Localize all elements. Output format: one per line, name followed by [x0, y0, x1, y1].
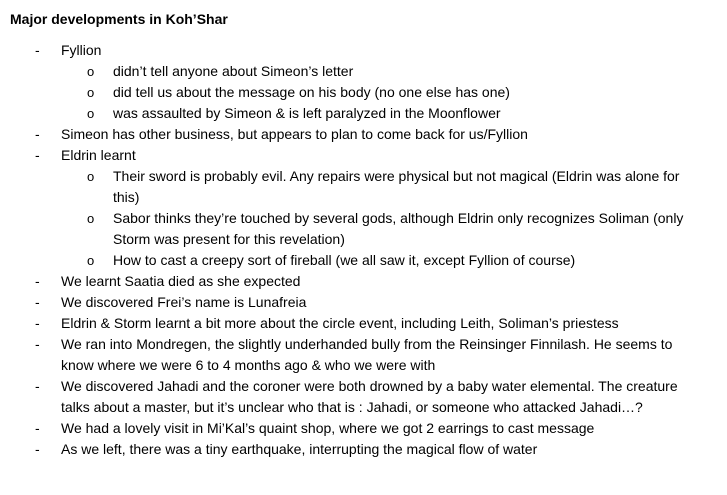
sub-list-item	[0, 250, 727, 271]
list-item	[0, 124, 727, 145]
sub-list-item	[0, 103, 727, 124]
circle-bullet: o	[87, 253, 95, 268]
circle-bullet: o	[87, 169, 95, 184]
dash-bullet: -	[35, 294, 40, 310]
sub-list-item	[0, 61, 727, 82]
list-item	[0, 313, 727, 334]
list-item-text: We discovered Jahadi and the coroner were both drowned by a baby water elemental. The creature talks about a master, but it’s unclear who that is : Jahadi, or someone who attacked Jahadi…?	[61, 378, 678, 415]
list-item-text: Eldrin learnt	[61, 147, 136, 163]
developments-list	[0, 40, 727, 460]
circle-bullet: o	[87, 211, 95, 226]
list-item	[0, 292, 727, 313]
list-item-text: We discovered Frei’s name is Lunafreia	[61, 294, 307, 310]
circle-bullet: o	[87, 85, 95, 100]
dash-bullet: -	[35, 42, 40, 58]
list-item	[0, 439, 727, 460]
sub-list-item-text: Sabor thinks they’re touched by several gods, although Eldrin only recognizes Soliman (only Storm was present for this revelation)	[113, 210, 684, 247]
sub-list-item	[0, 166, 727, 208]
sub-list-item-text: didn’t tell anyone about Simeon’s letter	[113, 63, 354, 79]
list-item-text: We learnt Saatia died as she expected	[61, 273, 301, 289]
sub-list-item-text: did tell us about the message on his body (no one else has one)	[113, 84, 510, 100]
circle-bullet: o	[87, 106, 95, 121]
dash-bullet: -	[35, 336, 40, 352]
circle-bullet: o	[87, 64, 95, 79]
sub-list-item-text: was assaulted by Simeon & is left paralyzed in the Moonflower	[113, 105, 501, 121]
dash-bullet: -	[35, 420, 40, 436]
dash-bullet: -	[35, 441, 40, 457]
list-item-text: We had a lovely visit in Mi’Kal’s quaint shop, where we got 2 earrings to cast message	[61, 420, 595, 436]
list-item-text: As we left, there was a tiny earthquake, interrupting the magical flow of water	[61, 441, 538, 457]
list-item	[0, 418, 727, 439]
dash-bullet: -	[35, 147, 40, 163]
list-item	[0, 40, 727, 61]
list-item-text: Eldrin & Storm learnt a bit more about the circle event, including Leith, Soliman’s priestess	[61, 315, 619, 331]
dash-bullet: -	[35, 315, 40, 331]
document-title: Major developments in Koh’Shar	[10, 11, 228, 27]
dash-bullet: -	[35, 273, 40, 289]
list-item-text: Simeon has other business, but appears to plan to come back for us/Fyllion	[61, 126, 528, 142]
sub-list-item	[0, 82, 727, 103]
sub-list-item	[0, 208, 727, 250]
list-item-text: We ran into Mondregen, the slightly underhanded bully from the Reinsinger Finnilash. He seems to know where we were 6 to 4 months ago & who we were with	[61, 336, 673, 373]
dash-bullet: -	[35, 126, 40, 142]
list-item	[0, 334, 727, 376]
sub-list-item-text: How to cast a creepy sort of fireball (we all saw it, except Fyllion of course)	[113, 252, 576, 268]
sub-list-item-text: Their sword is probably evil. Any repairs were physical but not magical (Eldrin was alone for this)	[113, 168, 680, 205]
list-item-text: Fyllion	[61, 42, 102, 58]
dash-bullet: -	[35, 378, 40, 394]
list-item	[0, 145, 727, 166]
list-item	[0, 271, 727, 292]
list-item	[0, 376, 727, 418]
